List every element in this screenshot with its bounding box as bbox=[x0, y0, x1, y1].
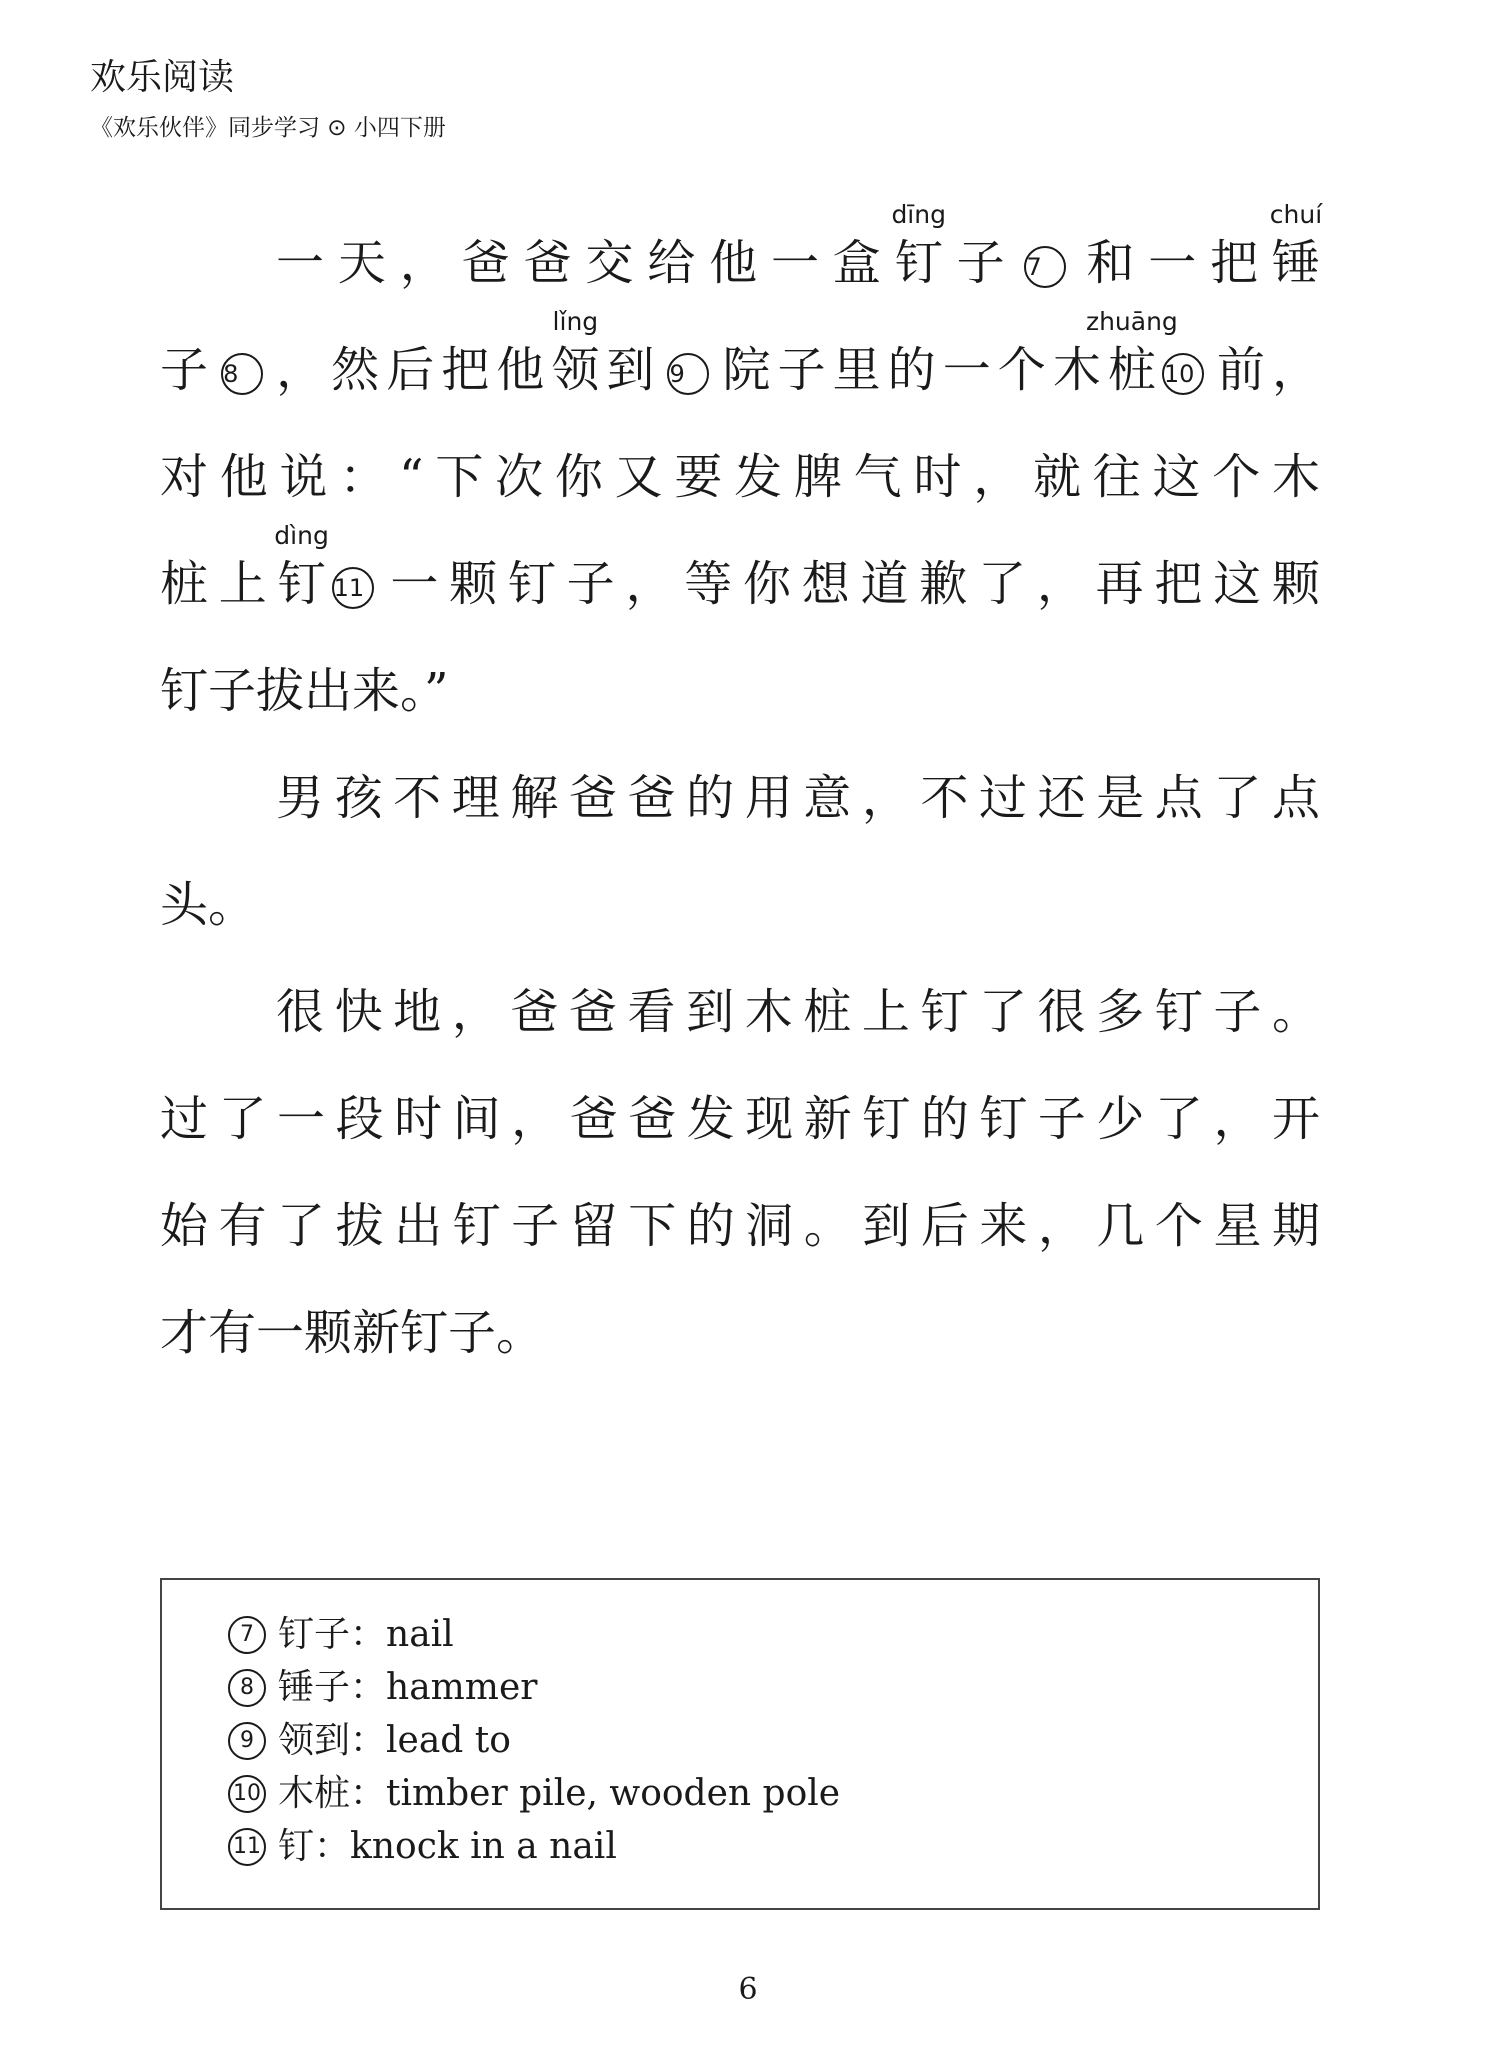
annotated-character: 钉 dīng bbox=[891, 200, 946, 291]
footnote-marker: 8 bbox=[221, 353, 263, 395]
text-line bbox=[160, 305, 1320, 412]
glossary-item bbox=[228, 1608, 840, 1661]
header-title: 欢乐阅读 bbox=[90, 57, 235, 98]
footnote-marker: 7 bbox=[1024, 246, 1066, 288]
text-line bbox=[160, 519, 1320, 626]
glossary-meaning: timber pile, wooden pole bbox=[386, 1773, 841, 1814]
glossary-number: 8 bbox=[228, 1669, 266, 1707]
header-subtitle: 《欢乐伙伴》同步学习 ⊙ 小四下册 bbox=[90, 115, 446, 141]
text-line bbox=[160, 840, 1320, 947]
pinyin: dīng bbox=[891, 200, 946, 229]
glossary-meaning: hammer bbox=[386, 1667, 538, 1708]
text-run: 头。 bbox=[160, 877, 257, 933]
pinyin: chuí bbox=[1269, 200, 1323, 229]
glossary-term: 木桩： bbox=[278, 1773, 387, 1814]
glossary-item bbox=[228, 1714, 840, 1767]
glossary-list bbox=[228, 1608, 840, 1873]
pinyin: dìng bbox=[274, 521, 329, 550]
glossary-item bbox=[228, 1767, 840, 1820]
glossary-meaning: nail bbox=[386, 1614, 454, 1655]
text-run: 院子里的一个木 bbox=[715, 342, 1108, 398]
text-line bbox=[160, 733, 1320, 840]
text-run: 到 bbox=[599, 342, 662, 398]
glossary-term: 钉子： bbox=[278, 1614, 387, 1655]
footnote-marker: 11 bbox=[332, 567, 374, 609]
annotated-character: 桩 zhuāng bbox=[1085, 307, 1178, 398]
glossary-item bbox=[228, 1661, 840, 1714]
text-run: 桩上 bbox=[160, 556, 278, 612]
text-run: 始有了拔出钉子留下的洞。到后来，几个星期 bbox=[160, 1198, 1320, 1254]
story-text bbox=[160, 198, 1323, 1375]
text-run: ，然后把他 bbox=[269, 342, 552, 398]
glossary-meaning: lead to bbox=[386, 1720, 511, 1761]
text-run: 子 bbox=[942, 235, 1019, 291]
text-run: 前， bbox=[1209, 342, 1320, 398]
text-line bbox=[160, 947, 1320, 1054]
text-run: 过了一段时间，爸爸发现新钉的钉子少了，开 bbox=[160, 1091, 1320, 1147]
glossary-term: 钉： bbox=[278, 1826, 351, 1867]
text-line bbox=[160, 412, 1320, 519]
text-run: 很快地，爸爸看到木桩上钉了很多钉子。 bbox=[276, 984, 1320, 1040]
text-line bbox=[160, 1161, 1320, 1268]
footnote-marker: 9 bbox=[667, 353, 709, 395]
glossary-box bbox=[160, 1578, 1320, 1910]
annotated-character: 钉 dìng bbox=[274, 521, 329, 612]
footnote-marker: 10 bbox=[1162, 353, 1204, 395]
text-run: 男孩不理解爸爸的用意，不过还是点了点 bbox=[276, 770, 1320, 826]
text-run: 一颗钉子，等你想道歉了，再把这颗 bbox=[379, 556, 1320, 612]
text-run: 子 bbox=[160, 342, 216, 398]
glossary-meaning: knock in a nail bbox=[350, 1826, 617, 1867]
text-run: 一天，爸爸交给他一盒 bbox=[276, 235, 895, 291]
pinyin: lǐng bbox=[552, 307, 599, 336]
glossary-number: 7 bbox=[228, 1616, 266, 1654]
glossary-item bbox=[228, 1820, 840, 1873]
text-run: 钉子拔出来。” bbox=[160, 663, 449, 719]
glossary-number: 10 bbox=[228, 1775, 266, 1813]
text-line bbox=[160, 1054, 1320, 1161]
text-run: 和一把 bbox=[1072, 235, 1272, 291]
text-line bbox=[160, 626, 1320, 733]
text-run: 对他说：“下次你又要发脾气时，就往这个木 bbox=[160, 449, 1320, 505]
page-number: 6 bbox=[738, 1972, 758, 2007]
text-line bbox=[160, 198, 1323, 305]
glossary-term: 领到： bbox=[278, 1720, 387, 1761]
text-run: 才有一颗新钉子。 bbox=[160, 1305, 545, 1361]
annotated-character: 领 lǐng bbox=[551, 307, 600, 398]
pinyin: zhuāng bbox=[1085, 307, 1178, 336]
glossary-number: 11 bbox=[228, 1828, 266, 1866]
annotated-character: 锤 chuí bbox=[1269, 200, 1323, 291]
glossary-term: 锤子： bbox=[278, 1667, 387, 1708]
glossary-number: 9 bbox=[228, 1722, 266, 1760]
text-line bbox=[160, 1268, 1320, 1375]
